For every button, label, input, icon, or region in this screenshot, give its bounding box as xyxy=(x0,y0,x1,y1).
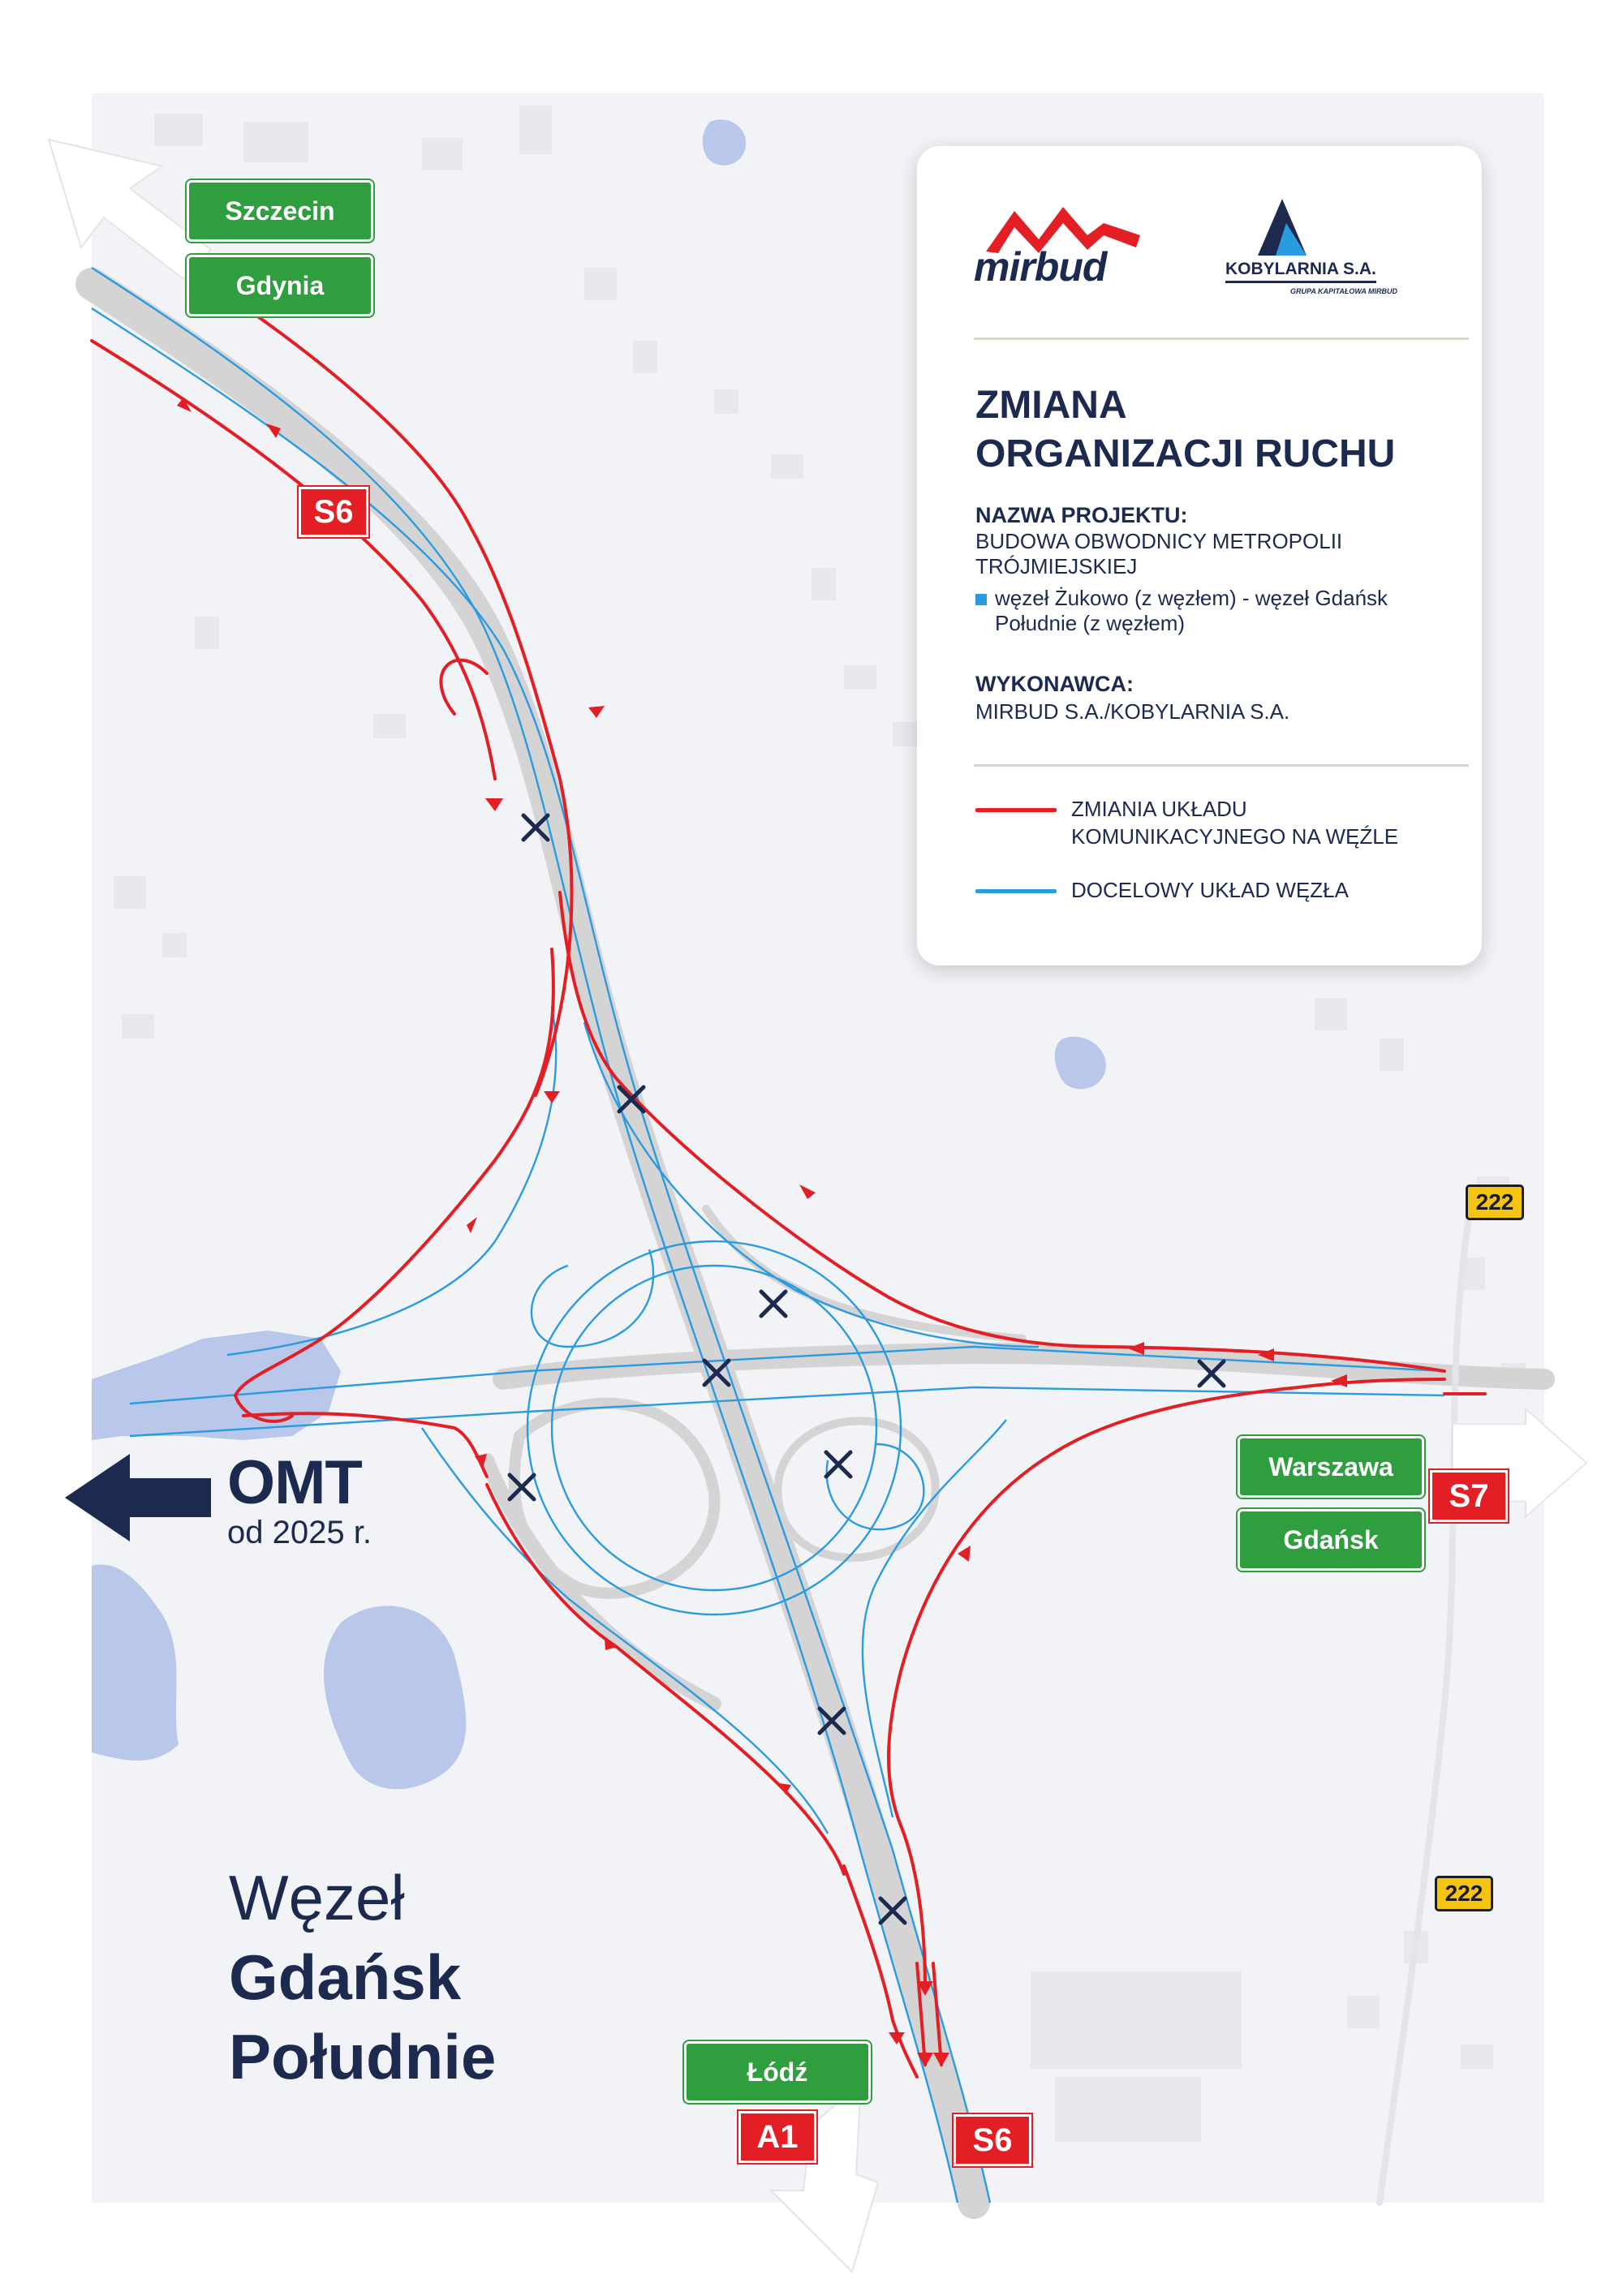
kobylarnia-logo xyxy=(1225,195,1420,300)
omt-label xyxy=(227,1448,372,1551)
contractor-label: WYKONAWCA: xyxy=(975,672,1134,696)
sign-szczecin: Szczecin xyxy=(187,180,373,242)
panel-title-line2: ORGANIZACJI RUCHU xyxy=(975,432,1396,475)
project-section xyxy=(975,586,1388,636)
sign-s6-top: S6 xyxy=(299,487,368,537)
sign-a1: A1 xyxy=(738,2111,816,2163)
panel-title-line1: ZMIANA xyxy=(975,384,1127,427)
bullet-icon xyxy=(975,594,987,605)
project-section-line1: węzeł Żukowo (z węzłem) - węzeł Gdańsk xyxy=(995,586,1388,610)
project-label: NAZWA PROJEKTU: xyxy=(975,503,1188,527)
project-name-line2: TRÓJMIEJSKIEJ xyxy=(975,554,1138,578)
kobylarnia-logo-icon xyxy=(1225,195,1420,260)
panel-title xyxy=(975,381,1395,479)
sign-road-222-bottom: 222 xyxy=(1435,1876,1493,1911)
map-title xyxy=(229,1858,496,2096)
sign-warszawa: Warszawa xyxy=(1238,1436,1424,1498)
map-title-line2: Gdańsk xyxy=(229,1941,462,2013)
project-name xyxy=(975,529,1342,579)
kobylarnia-logo-subtext: GRUPA KAPITAŁOWA MIRBUD xyxy=(1290,287,1397,295)
omt-date: od 2025 r. xyxy=(227,1515,372,1550)
contractor-name: MIRBUD S.A./KOBYLARNIA S.A. xyxy=(975,699,1290,724)
sign-gdynia: Gdynia xyxy=(187,255,373,316)
mirbud-logo-text: mirbud xyxy=(974,244,1107,290)
map-title-line1: Węzeł xyxy=(229,1862,405,1933)
omt-title: OMT xyxy=(227,1448,362,1517)
project-section-line2: Południe (z węzłem) xyxy=(995,611,1186,635)
legend-red-label xyxy=(1071,795,1398,850)
mirbud-logo xyxy=(974,203,1152,300)
map-title-line3: Południe xyxy=(229,2021,497,2092)
sign-s7: S7 xyxy=(1430,1470,1508,1522)
sign-gdansk: Gdańsk xyxy=(1238,1509,1424,1571)
info-panel xyxy=(917,146,1482,965)
legend-blue-line1: DOCELOWY UKŁAD WĘZŁA xyxy=(1071,878,1349,902)
sign-lodz: Łódź xyxy=(684,2041,871,2103)
legend-red-line xyxy=(975,808,1057,812)
sign-road-222-top: 222 xyxy=(1466,1185,1524,1220)
legend-red-line1: ZMIANIA UKŁADU xyxy=(1071,797,1247,821)
panel-divider-bottom xyxy=(974,764,1469,767)
legend-blue-line xyxy=(975,889,1057,893)
sign-s6-bottom: S6 xyxy=(954,2114,1031,2166)
legend-blue-label xyxy=(1071,876,1349,904)
project-name-line1: BUDOWA OBWODNICY METROPOLII xyxy=(975,529,1343,553)
kobylarnia-logo-text: KOBYLARNIA S.A. xyxy=(1225,260,1376,283)
legend-red-line2: KOMUNIKACYJNEGO NA WĘŹLE xyxy=(1071,824,1399,849)
panel-divider-top xyxy=(974,338,1469,340)
